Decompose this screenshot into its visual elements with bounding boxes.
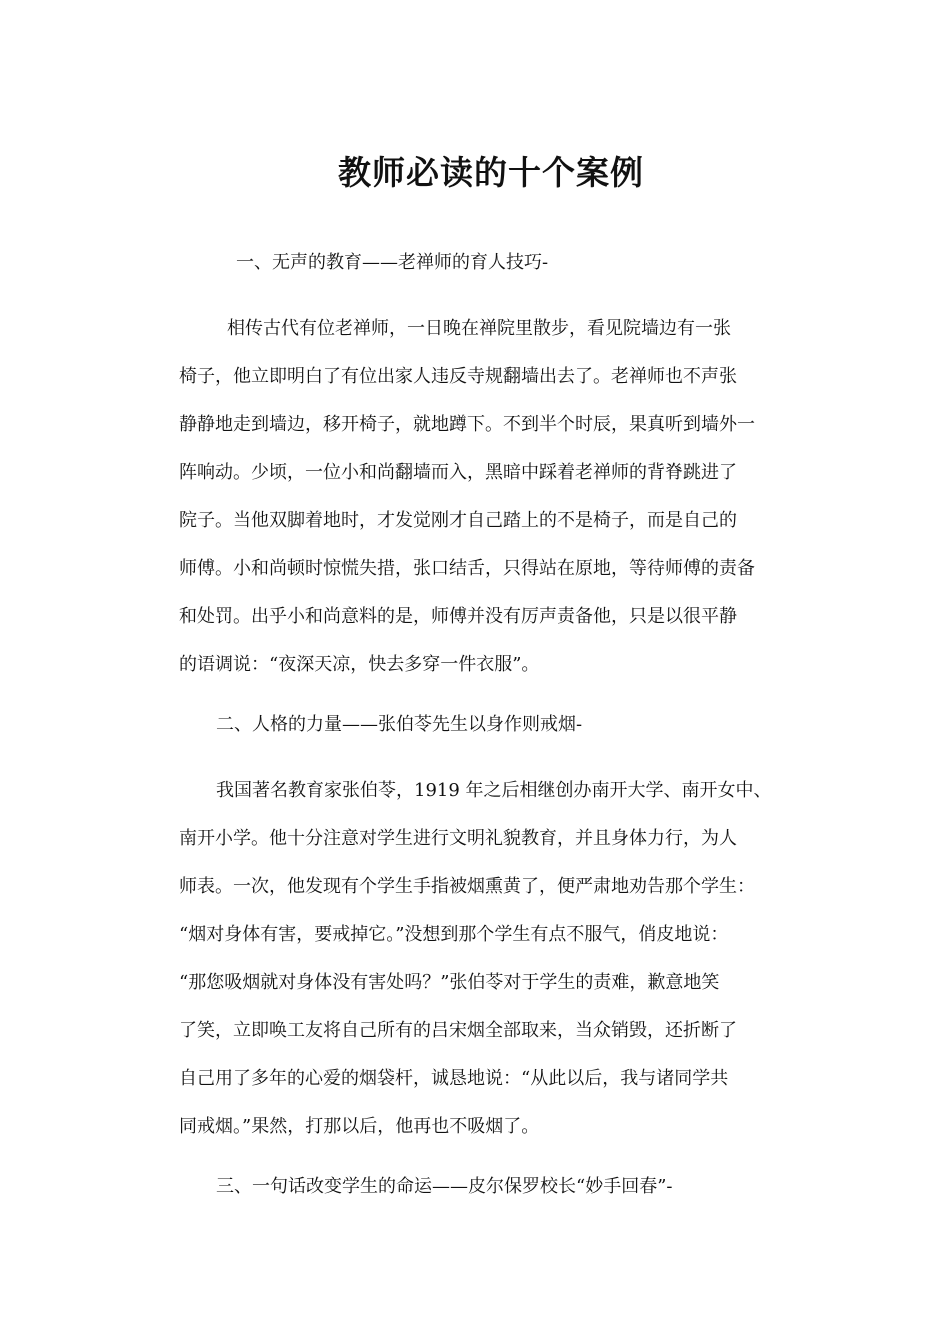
- paragraph-line: 同戒烟。”果然，打那以后，他再也不吸烟了。: [179, 1116, 540, 1137]
- paragraph-line: “烟对身体有害，要戒掉它。”没想到那个学生有点不服气，俏皮地说：: [179, 924, 729, 945]
- paragraph-line: 静静地走到墙边，移开椅子，就地蹲下。不到半个时辰，果真听到墙外一: [179, 414, 755, 435]
- paragraph-line: 的语调说：“夜深天凉，快去多穿一件衣服”。: [179, 654, 540, 675]
- section-heading-3: 三、一句话改变学生的命运——皮尔保罗校长“妙手回春”-: [216, 1176, 673, 1197]
- paragraph-line: 了笑，立即唤工友将自己所有的吕宋烟全部取来，当众销毁，还折断了: [179, 1020, 737, 1041]
- paragraph-line: 南开小学。他十分注意对学生进行文明礼貌教育，并且身体力行，为人: [179, 828, 737, 849]
- section-paragraph-1: [179, 305, 769, 689]
- paragraph-line: 院子。当他双脚着地时，才发觉刚才自己踏上的不是椅子，而是自己的: [179, 510, 737, 531]
- section-paragraph-2: [179, 767, 772, 1151]
- document-title: 教师必读的十个案例: [338, 153, 644, 192]
- section-heading-1: 一、无声的教育——老禅师的育人技巧-: [236, 252, 549, 273]
- paragraph-line: 和处罚。出乎小和尚意料的是，师傅并没有厉声责备他，只是以很平静: [179, 606, 737, 627]
- paragraph-line: 师表。一次，他发现有个学生手指被烟熏黄了，便严肃地劝告那个学生：: [179, 876, 755, 897]
- paragraph-line: “那您吸烟就对身体没有害处吗？”张伯苓对于学生的责难，歉意地笑: [179, 972, 720, 993]
- paragraph-line: 我国著名教育家张伯苓，1919 年之后相继创办南开大学、南开女中、: [216, 780, 772, 801]
- section-heading-2: 二、人格的力量——张伯苓先生以身作则戒烟-: [216, 714, 583, 735]
- paragraph-line: 师傅。小和尚顿时惊慌失措，张口结舌，只得站在原地，等待师傅的责备: [179, 558, 755, 579]
- paragraph-line: 椅子，他立即明白了有位出家人违反寺规翻墙出去了。老禅师也不声张: [179, 366, 737, 387]
- paragraph-line: 相传古代有位老禅师，一日晚在禅院里散步，看见院墙边有一张: [227, 318, 731, 339]
- paragraph-line: 阵响动。少顷，一位小和尚翻墙而入，黑暗中踩着老禅师的背脊跳进了: [179, 462, 737, 483]
- paragraph-line: 自己用了多年的心爱的烟袋杆，诚恳地说：“从此以后，我与诸同学共: [179, 1068, 729, 1089]
